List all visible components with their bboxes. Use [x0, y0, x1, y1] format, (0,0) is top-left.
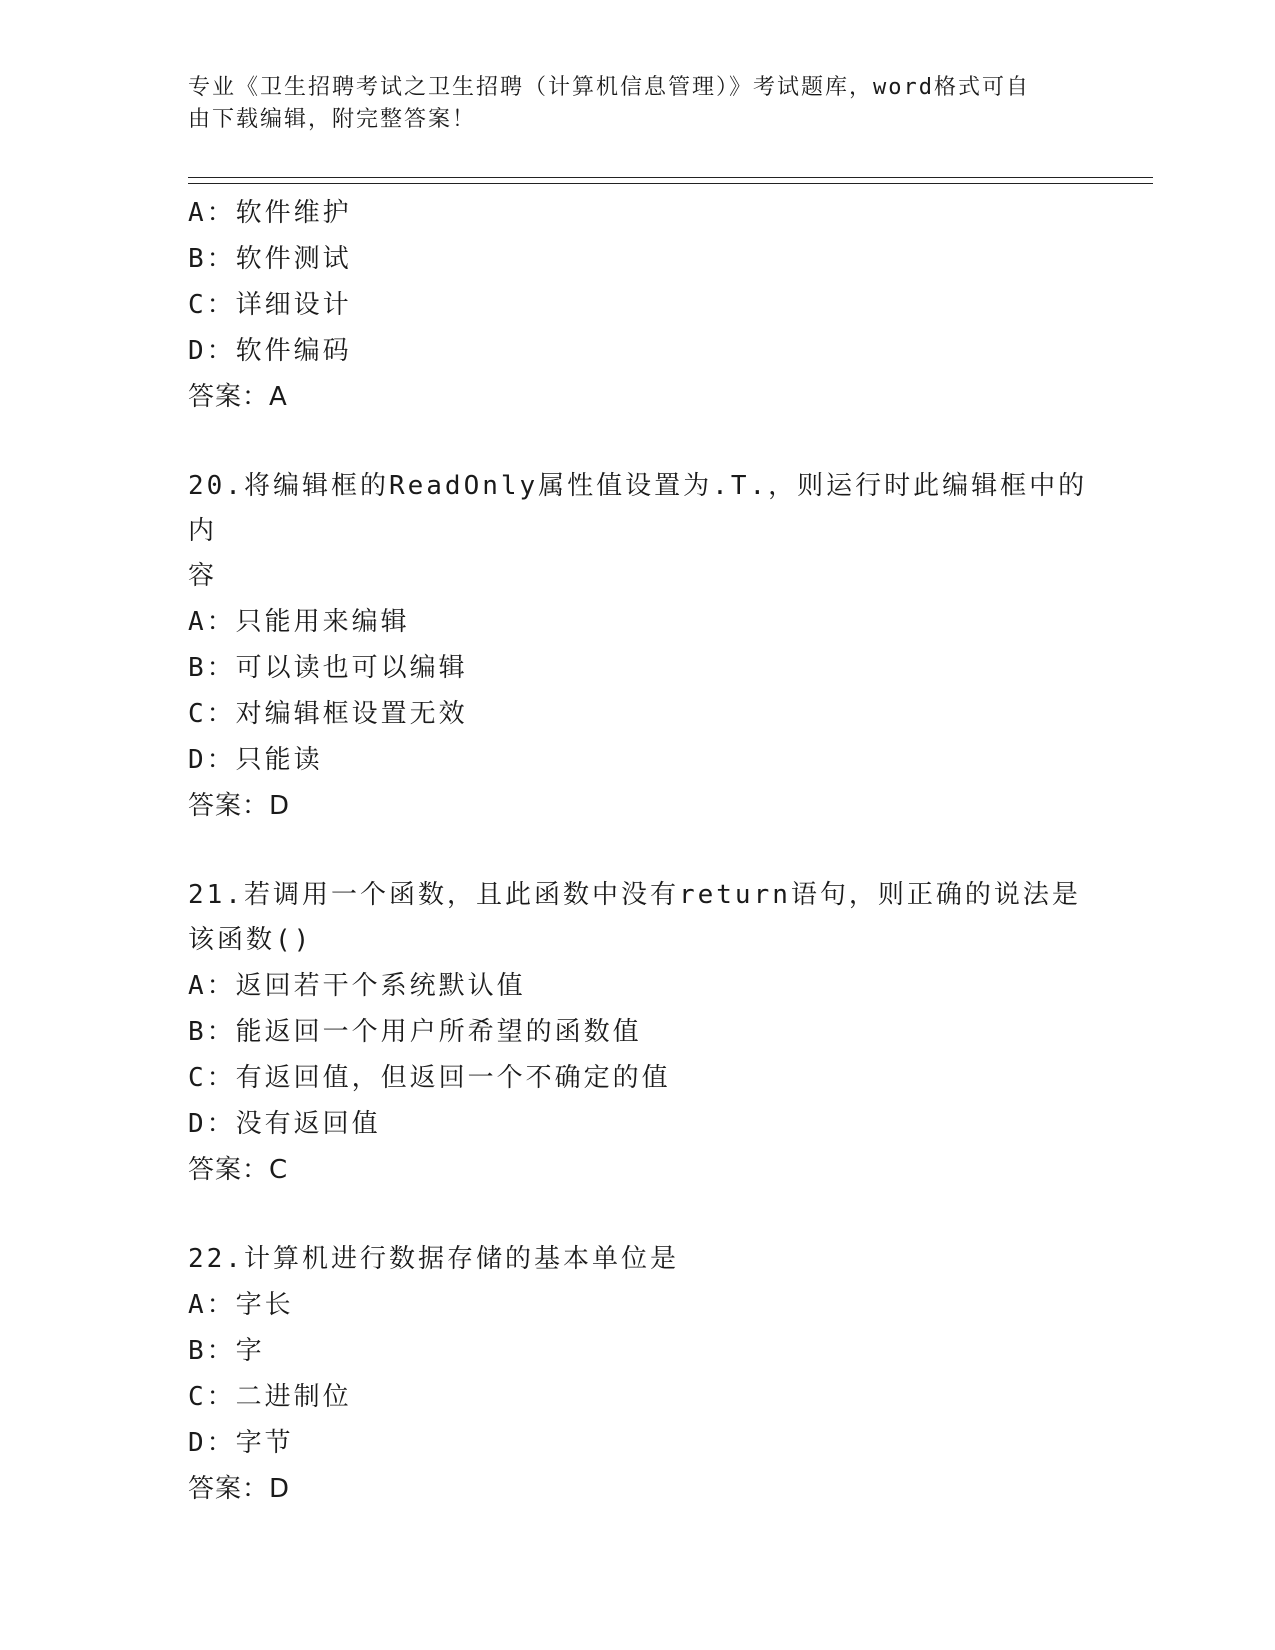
option-a: A：字长 — [188, 1290, 294, 1320]
answer-line: 答案：A — [188, 382, 288, 412]
header-divider-bottom — [188, 183, 1153, 184]
header-divider-top — [188, 177, 1153, 178]
option-b: B：可以读也可以编辑 — [188, 653, 468, 683]
option-a: A：只能用来编辑 — [188, 607, 410, 637]
option-d: D：只能读 — [188, 745, 323, 775]
option-c: C：二进制位 — [188, 1382, 352, 1412]
option-d: D：软件编码 — [188, 336, 352, 366]
question-stem-line-1: 22.计算机进行数据存储的基本单位是 — [188, 1244, 679, 1274]
option-b: B：软件测试 — [188, 244, 352, 274]
question-stem-line-2: 该函数() — [188, 925, 313, 955]
document-header — [188, 72, 1088, 136]
header-line-2: 由下载编辑，附完整答案！ — [188, 107, 477, 132]
question-19 — [188, 190, 1088, 420]
option-d: D：字节 — [188, 1428, 294, 1458]
option-c: C：详细设计 — [188, 290, 352, 320]
question-stem-line-1: 20.将编辑框的ReadOnly属性值设置为.T.，则运行时此编辑框中的内 — [188, 471, 1088, 546]
answer-line: 答案：D — [188, 791, 291, 821]
option-a: A：软件维护 — [188, 198, 352, 228]
option-a: A：返回若干个系统默认值 — [188, 971, 526, 1001]
option-b: B：能返回一个用户所希望的函数值 — [188, 1017, 642, 1047]
question-list — [188, 190, 1088, 1512]
question-20 — [188, 464, 1088, 829]
option-d: D：没有返回值 — [188, 1109, 381, 1139]
header-line-1: 专业《卫生招聘考试之卫生招聘（计算机信息管理）》考试题库，word格式可自 — [188, 75, 1030, 100]
answer-line: 答案：C — [188, 1155, 289, 1185]
option-c: C：有返回值，但返回一个不确定的值 — [188, 1063, 671, 1093]
option-b: B：字 — [188, 1336, 265, 1366]
question-stem-line-1: 21.若调用一个函数，且此函数中没有return语句，则正确的说法是 — [188, 880, 1081, 910]
question-21 — [188, 873, 1088, 1193]
question-22 — [188, 1237, 1088, 1512]
answer-line: 答案：D — [188, 1474, 291, 1504]
option-c: C：对编辑框设置无效 — [188, 699, 468, 729]
question-stem-line-2: 容 — [188, 561, 218, 591]
